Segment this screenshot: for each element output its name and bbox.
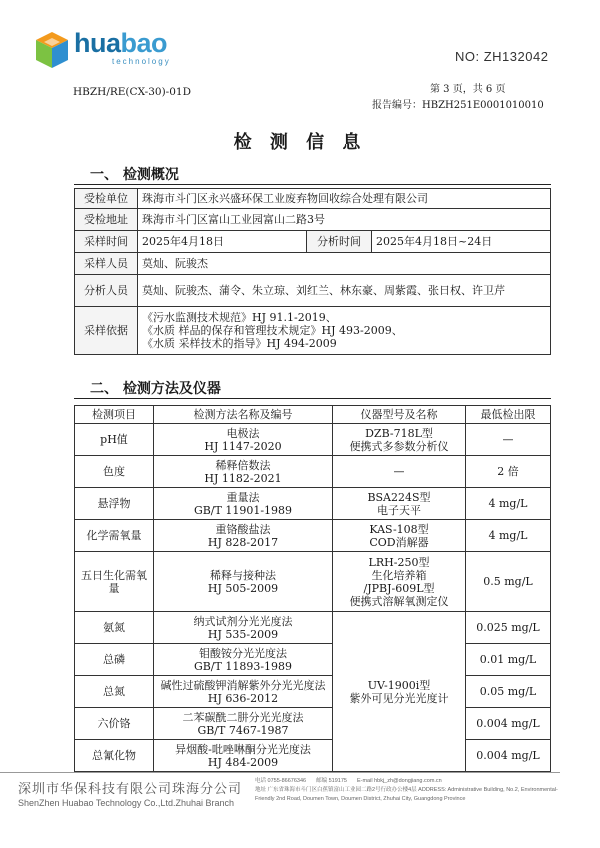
table-cell: 六价铬 bbox=[75, 708, 154, 740]
section-heading-methods: 二、 检测方法及仪器 bbox=[90, 381, 221, 397]
table-header-row bbox=[75, 406, 551, 424]
brand-subtitle: technology bbox=[112, 57, 171, 66]
section-divider bbox=[74, 398, 551, 399]
table-row bbox=[75, 231, 551, 253]
footer-divider bbox=[0, 772, 560, 773]
table-cell: 0.01 mg/L bbox=[466, 644, 551, 676]
column-header: 最低检出限 bbox=[466, 406, 551, 424]
instrument-name: 电子天平 bbox=[377, 503, 421, 517]
method-name: 碱性过硫酸钾消解紫外分光光度法 bbox=[160, 678, 326, 692]
table-row bbox=[75, 275, 551, 307]
table-cell: 总氮 bbox=[75, 676, 154, 708]
table-cell: 分析时间 bbox=[307, 231, 372, 253]
instrument-name: 生化培养箱 bbox=[371, 568, 427, 582]
report-serial: NO: ZH132042 bbox=[455, 49, 549, 64]
method-code: HJ 535-2009 bbox=[207, 627, 279, 641]
table-row bbox=[75, 708, 551, 740]
table-cell: 分析人员 bbox=[75, 275, 138, 307]
table-cell: pH值 bbox=[75, 424, 154, 456]
instrument-model: UV-1900i型 bbox=[367, 678, 431, 692]
basis-line: 《水质 样品的保存和管理技术规定》HJ 493-2009、 bbox=[142, 324, 403, 337]
column-header: 检测方法名称及编号 bbox=[154, 406, 333, 424]
method-code: HJ 484-2009 bbox=[207, 755, 279, 769]
method-code: GB/T 11893-1989 bbox=[193, 659, 293, 673]
table-cell: 采样人员 bbox=[75, 253, 138, 275]
instrument-name: COD消解器 bbox=[369, 535, 429, 549]
page-title: 检 测 信 息 bbox=[233, 132, 367, 153]
instrument-model: KAS-108型 bbox=[369, 522, 429, 536]
table-cell bbox=[154, 520, 333, 552]
instrument-name: 便携式多参数分析仪 bbox=[349, 439, 449, 453]
table-row bbox=[75, 740, 551, 772]
table-cell: 2 倍 bbox=[466, 456, 551, 488]
footer-address-en: Friendly 2nd Road, Doumen Town, Doumen District, Zhuhai City, Guangdong Province bbox=[255, 796, 466, 802]
table-row bbox=[75, 209, 551, 231]
footer-company-en: ShenZhen Huabao Technology Co.,Ltd.Zhuhai Branch bbox=[18, 798, 234, 808]
table-cell bbox=[154, 676, 333, 708]
footer-address: 地址 广东省珠海市斗门区白蕉镇富山工业园二路2号行政办公楼4层 ADDRESS: Administrative Building, No.2, Environmental- bbox=[255, 787, 558, 793]
footer-postcode: 邮编 519175 bbox=[316, 778, 347, 784]
table-row bbox=[75, 488, 551, 520]
form-code: HBZH/RE(CX-30)-01D bbox=[73, 86, 191, 98]
method-name: 电极法 bbox=[226, 426, 260, 440]
method-code: GB/T 7467-1987 bbox=[197, 723, 289, 737]
basis-line: 《污水监测技术规范》HJ 91.1-2019、 bbox=[142, 311, 337, 324]
table-cell: 4 mg/L bbox=[466, 488, 551, 520]
method-name: 稀释与接种法 bbox=[210, 568, 276, 582]
table-row bbox=[75, 189, 551, 209]
table-cell: 总氰化物 bbox=[75, 740, 154, 772]
method-name: 二苯碳酰二肼分光光度法 bbox=[182, 710, 304, 724]
method-name: 稀释倍数法 bbox=[215, 458, 271, 472]
instrument-model: BSA224S型 bbox=[367, 490, 431, 504]
table-cell: 莫灿、阮骏杰 bbox=[138, 253, 551, 275]
instrument-model: /JPBJ-609L型 bbox=[363, 581, 435, 595]
table-cell: 0.05 mg/L bbox=[466, 676, 551, 708]
method-code: HJ 505-2009 bbox=[207, 581, 279, 595]
methods-table bbox=[74, 405, 551, 772]
table-cell: 色度 bbox=[75, 456, 154, 488]
table-cell: 莫灿、阮骏杰、蒲令、朱立琼、刘红兰、林东豪、周紫霞、张日权、许卫芹 bbox=[138, 275, 551, 307]
table-cell bbox=[333, 520, 466, 552]
footer-company-cn: 深圳市华保科技有限公司珠海分公司 bbox=[18, 782, 243, 797]
table-row bbox=[75, 253, 551, 275]
method-name: 钼酸铵分光光度法 bbox=[199, 646, 287, 660]
table-cell: 珠海市斗门区富山工业园富山二路3号 bbox=[138, 209, 551, 231]
table-row bbox=[75, 644, 551, 676]
section-divider bbox=[74, 184, 551, 185]
table-cell bbox=[154, 424, 333, 456]
table-row bbox=[75, 520, 551, 552]
table-cell bbox=[138, 307, 551, 355]
section-heading-overview: 一、 检测概况 bbox=[90, 167, 179, 183]
table-cell bbox=[154, 644, 333, 676]
table-cell bbox=[154, 488, 333, 520]
table-cell: 采样时间 bbox=[75, 231, 138, 253]
table-cell: 采样依据 bbox=[75, 307, 138, 355]
table-cell bbox=[333, 488, 466, 520]
table-cell: 4 mg/L bbox=[466, 520, 551, 552]
column-header: 仪器型号及名称 bbox=[333, 406, 466, 424]
table-cell: — bbox=[333, 456, 466, 488]
table-cell: 0.025 mg/L bbox=[466, 612, 551, 644]
table-row bbox=[75, 456, 551, 488]
basis-line: 《水质 采样技术的指导》HJ 494-2009 bbox=[142, 337, 337, 350]
table-cell: 受检地址 bbox=[75, 209, 138, 231]
table-cell: 珠海市斗门区永兴盛环保工业废弃物回收综合处理有限公司 bbox=[138, 189, 551, 209]
table-cell: 受检单位 bbox=[75, 189, 138, 209]
method-name: 异烟酸-吡唑啉酮分光光度法 bbox=[175, 742, 311, 756]
footer-email: E-mail hbkj_zh@dongjiang.com.cn bbox=[356, 778, 442, 784]
table-cell: — bbox=[466, 424, 551, 456]
table-row bbox=[75, 676, 551, 708]
table-cell bbox=[154, 708, 333, 740]
footer-tel: 电话 0755-86676346 bbox=[255, 778, 307, 784]
overview-table bbox=[74, 188, 551, 355]
instrument-model: DZB-718L型 bbox=[365, 426, 433, 440]
table-cell bbox=[154, 740, 333, 772]
table-cell bbox=[154, 456, 333, 488]
table-cell: 2025年4月18日 bbox=[138, 231, 307, 253]
table-cell: 化学需氧量 bbox=[75, 520, 154, 552]
report-number: 报告编号：HBZH251E0001010010 bbox=[372, 100, 544, 111]
huabao-logo-icon bbox=[32, 30, 72, 72]
table-cell bbox=[154, 552, 333, 612]
method-code: HJ 1147-2020 bbox=[204, 439, 282, 453]
table-cell: 0.004 mg/L bbox=[466, 708, 551, 740]
column-header: 检测项目 bbox=[75, 406, 154, 424]
table-cell: 2025年4月18日~24日 bbox=[372, 231, 551, 253]
table-cell: 0.004 mg/L bbox=[466, 740, 551, 772]
method-name: 纳式试剂分光光度法 bbox=[193, 614, 293, 628]
method-name: 重铬酸盐法 bbox=[215, 522, 271, 536]
method-code: HJ 828-2017 bbox=[207, 535, 279, 549]
instrument-model: LRH-250型 bbox=[368, 555, 430, 569]
table-cell bbox=[333, 424, 466, 456]
method-name: 重量法 bbox=[226, 490, 260, 504]
table-cell bbox=[333, 552, 466, 612]
table-cell: 总磷 bbox=[75, 644, 154, 676]
table-cell: 悬浮物 bbox=[75, 488, 154, 520]
table-row bbox=[75, 307, 551, 355]
table-cell: 氨氮 bbox=[75, 612, 154, 644]
method-code: HJ 636-2012 bbox=[207, 691, 279, 705]
method-code: HJ 1182-2021 bbox=[204, 471, 282, 485]
footer-contact bbox=[255, 777, 575, 804]
instrument-name: 便携式溶解氧测定仪 bbox=[349, 594, 449, 608]
table-cell: 0.5 mg/L bbox=[466, 552, 551, 612]
page-info: 第 3 页，共 6 页 bbox=[430, 84, 506, 95]
table-row bbox=[75, 552, 551, 612]
method-code: GB/T 11901-1989 bbox=[193, 503, 293, 517]
table-cell: 五日生化需氧量 bbox=[75, 552, 154, 612]
table-row bbox=[75, 612, 551, 644]
instrument-name: 紫外可见分光光度计 bbox=[349, 691, 449, 705]
table-row bbox=[75, 424, 551, 456]
brand-name: huabao bbox=[74, 28, 168, 58]
table-cell bbox=[154, 612, 333, 644]
table-cell bbox=[333, 612, 466, 772]
